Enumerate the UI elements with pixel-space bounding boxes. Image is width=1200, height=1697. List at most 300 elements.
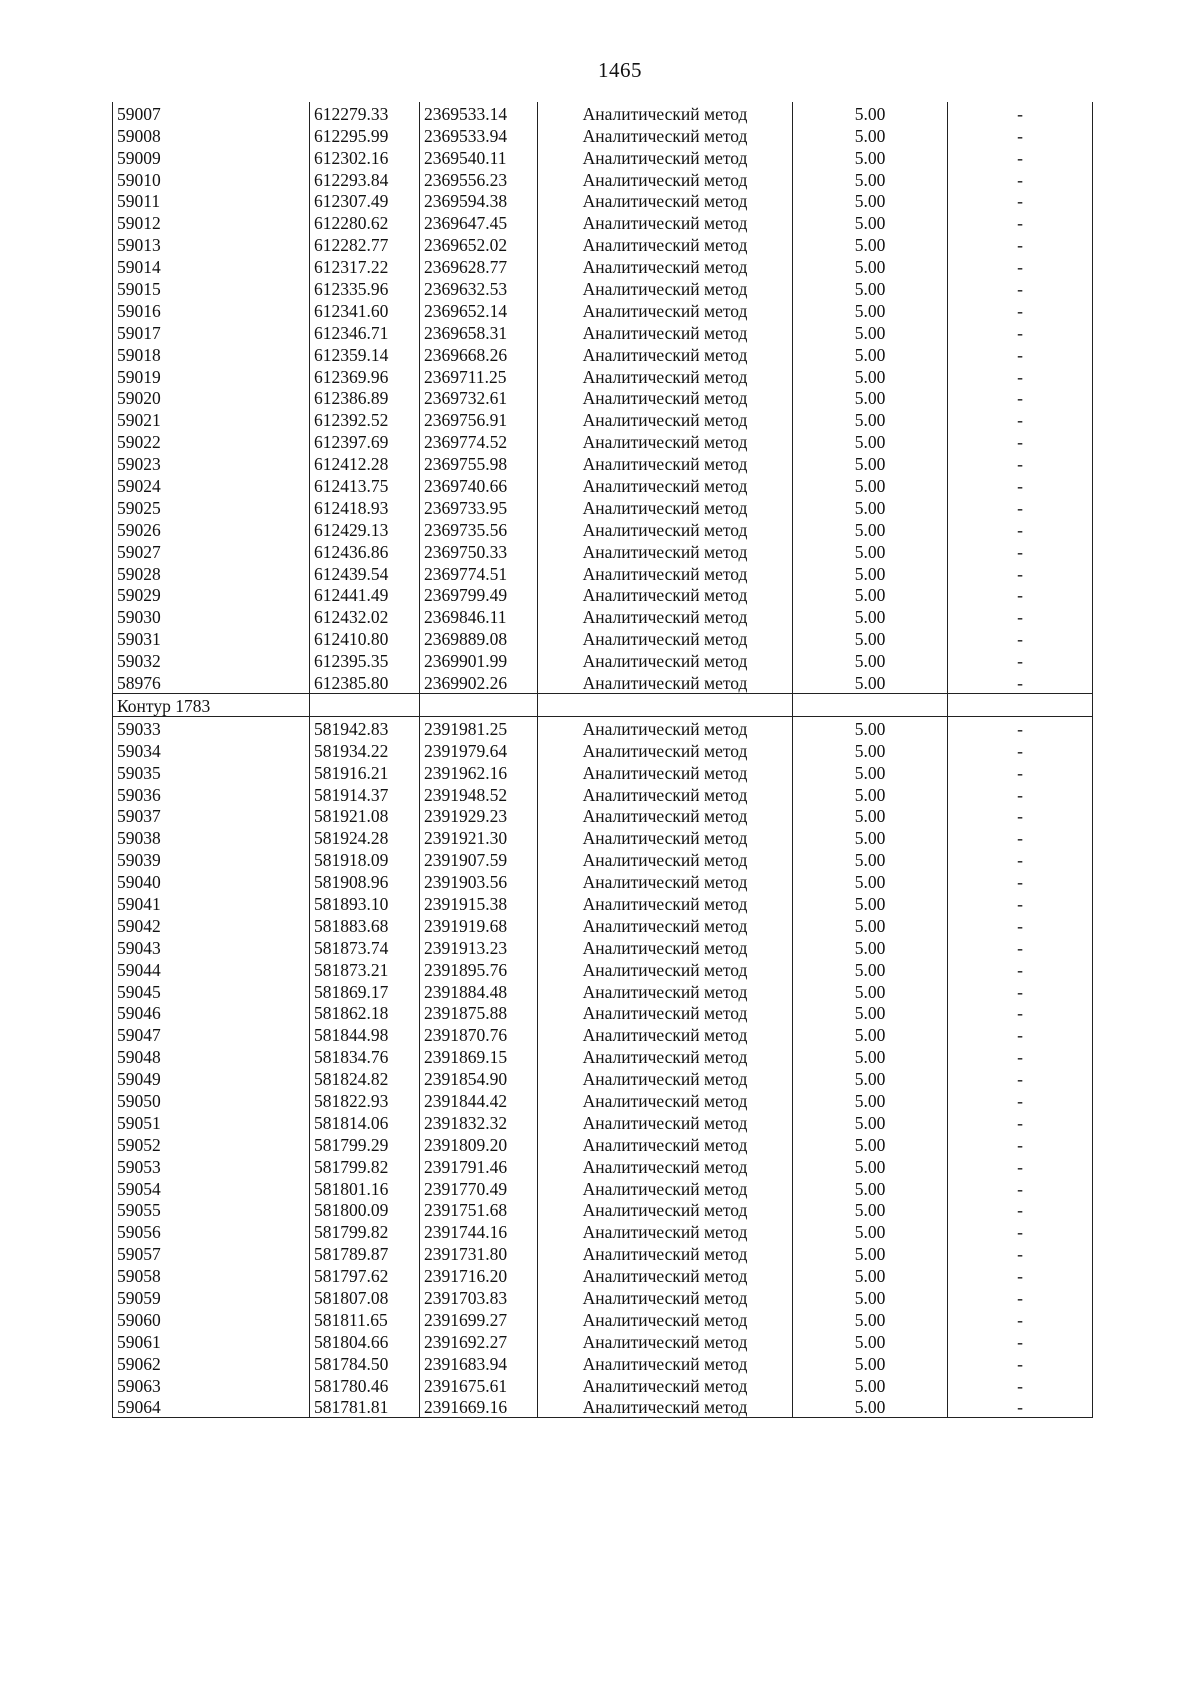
method-cell: Аналитический метод: [538, 805, 793, 827]
y-coordinate-cell: 2391915.38: [420, 892, 538, 914]
point-id-cell: 59008: [113, 124, 310, 146]
table-row: [113, 739, 1093, 761]
table-row: [113, 365, 1093, 387]
table-row: [113, 124, 1093, 146]
method-cell: Аналитический метод: [538, 584, 793, 606]
accuracy-cell: 5.00: [793, 1352, 948, 1374]
description-cell: -: [948, 255, 1093, 277]
point-id-cell: 59020: [113, 387, 310, 409]
method-cell: Аналитический метод: [538, 146, 793, 168]
accuracy-cell: 5.00: [793, 1220, 948, 1242]
method-cell: Аналитический метод: [538, 233, 793, 255]
x-coordinate-cell: 581811.65: [310, 1308, 420, 1330]
accuracy-cell: 5.00: [793, 496, 948, 518]
empty-cell: [793, 694, 948, 717]
point-id-cell: 59039: [113, 848, 310, 870]
description-cell: -: [948, 1045, 1093, 1067]
table-row: [113, 540, 1093, 562]
x-coordinate-cell: 581834.76: [310, 1045, 420, 1067]
description-cell: -: [948, 605, 1093, 627]
accuracy-cell: 5.00: [793, 452, 948, 474]
x-coordinate-cell: 581883.68: [310, 914, 420, 936]
accuracy-cell: 5.00: [793, 562, 948, 584]
accuracy-cell: 5.00: [793, 1264, 948, 1286]
point-id-cell: 59029: [113, 584, 310, 606]
table-row: [113, 1177, 1093, 1199]
point-id-cell: 59052: [113, 1133, 310, 1155]
x-coordinate-cell: 612397.69: [310, 430, 420, 452]
x-coordinate-cell: 581801.16: [310, 1177, 420, 1199]
point-id-cell: 59027: [113, 540, 310, 562]
y-coordinate-cell: 2391683.94: [420, 1352, 538, 1374]
method-cell: Аналитический метод: [538, 365, 793, 387]
empty-cell: [310, 694, 420, 717]
method-cell: Аналитический метод: [538, 562, 793, 584]
y-coordinate-cell: 2391919.68: [420, 914, 538, 936]
method-cell: Аналитический метод: [538, 783, 793, 805]
accuracy-cell: 5.00: [793, 255, 948, 277]
y-coordinate-cell: 2391669.16: [420, 1396, 538, 1418]
x-coordinate-cell: 581781.81: [310, 1396, 420, 1418]
method-cell: Аналитический метод: [538, 1111, 793, 1133]
description-cell: -: [948, 1133, 1093, 1155]
description-cell: -: [948, 540, 1093, 562]
accuracy-cell: 5.00: [793, 1002, 948, 1024]
table-row: [113, 716, 1093, 738]
x-coordinate-cell: 612280.62: [310, 211, 420, 233]
accuracy-cell: 5.00: [793, 980, 948, 1002]
table-row: [113, 255, 1093, 277]
y-coordinate-cell: 2391869.15: [420, 1045, 538, 1067]
method-cell: Аналитический метод: [538, 1374, 793, 1396]
point-id-cell: 59047: [113, 1023, 310, 1045]
y-coordinate-cell: 2369774.51: [420, 562, 538, 584]
point-id-cell: 59045: [113, 980, 310, 1002]
accuracy-cell: 5.00: [793, 1177, 948, 1199]
point-id-cell: 59021: [113, 408, 310, 430]
y-coordinate-cell: 2369594.38: [420, 190, 538, 212]
table-row: [113, 1133, 1093, 1155]
table-row: [113, 562, 1093, 584]
x-coordinate-cell: 612436.86: [310, 540, 420, 562]
method-cell: Аналитический метод: [538, 277, 793, 299]
table-row: [113, 277, 1093, 299]
description-cell: -: [948, 1023, 1093, 1045]
accuracy-cell: 5.00: [793, 343, 948, 365]
description-cell: -: [948, 1374, 1093, 1396]
accuracy-cell: 5.00: [793, 540, 948, 562]
y-coordinate-cell: 2369556.23: [420, 168, 538, 190]
table-row: [113, 299, 1093, 321]
x-coordinate-cell: 581844.98: [310, 1023, 420, 1045]
description-cell: -: [948, 321, 1093, 343]
point-id-cell: 59061: [113, 1330, 310, 1352]
x-coordinate-cell: 612369.96: [310, 365, 420, 387]
description-cell: -: [948, 848, 1093, 870]
description-cell: -: [948, 1177, 1093, 1199]
x-coordinate-cell: 612395.35: [310, 649, 420, 671]
table-row: [113, 1264, 1093, 1286]
point-id-cell: 59024: [113, 474, 310, 496]
point-id-cell: 59012: [113, 211, 310, 233]
point-id-cell: 59058: [113, 1264, 310, 1286]
table-row: [113, 496, 1093, 518]
description-cell: -: [948, 102, 1093, 124]
method-cell: Аналитический метод: [538, 540, 793, 562]
accuracy-cell: 5.00: [793, 1023, 948, 1045]
method-cell: Аналитический метод: [538, 408, 793, 430]
point-id-cell: 59010: [113, 168, 310, 190]
description-cell: -: [948, 299, 1093, 321]
table-row: [113, 627, 1093, 649]
description-cell: -: [948, 168, 1093, 190]
point-id-cell: 59057: [113, 1242, 310, 1264]
x-coordinate-cell: 581814.06: [310, 1111, 420, 1133]
point-id-cell: 59033: [113, 716, 310, 738]
description-cell: -: [948, 870, 1093, 892]
accuracy-cell: 5.00: [793, 892, 948, 914]
point-id-cell: 59032: [113, 649, 310, 671]
x-coordinate-cell: 612410.80: [310, 627, 420, 649]
point-id-cell: 59013: [113, 233, 310, 255]
accuracy-cell: 5.00: [793, 1374, 948, 1396]
x-coordinate-cell: 581799.82: [310, 1220, 420, 1242]
y-coordinate-cell: 2391744.16: [420, 1220, 538, 1242]
method-cell: Аналитический метод: [538, 1133, 793, 1155]
point-id-cell: 59014: [113, 255, 310, 277]
y-coordinate-cell: 2391809.20: [420, 1133, 538, 1155]
x-coordinate-cell: 612346.71: [310, 321, 420, 343]
y-coordinate-cell: 2369740.66: [420, 474, 538, 496]
y-coordinate-cell: 2369628.77: [420, 255, 538, 277]
accuracy-cell: 5.00: [793, 958, 948, 980]
method-cell: Аналитический метод: [538, 761, 793, 783]
method-cell: Аналитический метод: [538, 255, 793, 277]
method-cell: Аналитический метод: [538, 914, 793, 936]
y-coordinate-cell: 2391948.52: [420, 783, 538, 805]
method-cell: Аналитический метод: [538, 211, 793, 233]
description-cell: -: [948, 277, 1093, 299]
method-cell: Аналитический метод: [538, 518, 793, 540]
point-id-cell: 59022: [113, 430, 310, 452]
table-row: [113, 1089, 1093, 1111]
x-coordinate-cell: 612439.54: [310, 562, 420, 584]
x-coordinate-cell: 581924.28: [310, 826, 420, 848]
x-coordinate-cell: 581799.82: [310, 1155, 420, 1177]
description-cell: -: [948, 146, 1093, 168]
description-cell: -: [948, 1242, 1093, 1264]
table-row: [113, 1067, 1093, 1089]
table-row: [113, 1352, 1093, 1374]
y-coordinate-cell: 2369889.08: [420, 627, 538, 649]
table-row: [113, 102, 1093, 124]
y-coordinate-cell: 2391979.64: [420, 739, 538, 761]
method-cell: Аналитический метод: [538, 1396, 793, 1418]
y-coordinate-cell: 2369632.53: [420, 277, 538, 299]
y-coordinate-cell: 2369846.11: [420, 605, 538, 627]
x-coordinate-cell: 581873.74: [310, 936, 420, 958]
accuracy-cell: 5.00: [793, 936, 948, 958]
y-coordinate-cell: 2391929.23: [420, 805, 538, 827]
description-cell: -: [948, 783, 1093, 805]
x-coordinate-cell: 612317.22: [310, 255, 420, 277]
y-coordinate-cell: 2391903.56: [420, 870, 538, 892]
description-cell: -: [948, 1264, 1093, 1286]
table-row: [113, 980, 1093, 1002]
point-id-cell: 59036: [113, 783, 310, 805]
x-coordinate-cell: 581800.09: [310, 1199, 420, 1221]
method-cell: Аналитический метод: [538, 848, 793, 870]
description-cell: -: [948, 1111, 1093, 1133]
description-cell: -: [948, 980, 1093, 1002]
accuracy-cell: 5.00: [793, 605, 948, 627]
description-cell: -: [948, 1352, 1093, 1374]
description-cell: -: [948, 518, 1093, 540]
accuracy-cell: 5.00: [793, 299, 948, 321]
coordinates-table: [112, 102, 1093, 1418]
description-cell: -: [948, 343, 1093, 365]
accuracy-cell: 5.00: [793, 1155, 948, 1177]
point-id-cell: 59034: [113, 739, 310, 761]
table-row: [113, 1155, 1093, 1177]
accuracy-cell: 5.00: [793, 408, 948, 430]
description-cell: -: [948, 430, 1093, 452]
accuracy-cell: 5.00: [793, 1111, 948, 1133]
y-coordinate-cell: 2369652.02: [420, 233, 538, 255]
point-id-cell: 59026: [113, 518, 310, 540]
description-cell: -: [948, 739, 1093, 761]
x-coordinate-cell: 581862.18: [310, 1002, 420, 1024]
table-row: [113, 1396, 1093, 1418]
table-row: [113, 1286, 1093, 1308]
table-row: [113, 387, 1093, 409]
accuracy-cell: 5.00: [793, 168, 948, 190]
x-coordinate-cell: 581873.21: [310, 958, 420, 980]
description-cell: -: [948, 1330, 1093, 1352]
table-row: [113, 783, 1093, 805]
table-row: [113, 1220, 1093, 1242]
method-cell: Аналитический метод: [538, 124, 793, 146]
y-coordinate-cell: 2391791.46: [420, 1155, 538, 1177]
point-id-cell: 59011: [113, 190, 310, 212]
y-coordinate-cell: 2391844.42: [420, 1089, 538, 1111]
accuracy-cell: 5.00: [793, 365, 948, 387]
description-cell: -: [948, 1155, 1093, 1177]
point-id-cell: 59051: [113, 1111, 310, 1133]
y-coordinate-cell: 2391675.61: [420, 1374, 538, 1396]
y-coordinate-cell: 2369733.95: [420, 496, 538, 518]
table-row: [113, 805, 1093, 827]
description-cell: -: [948, 562, 1093, 584]
table-row: [113, 1330, 1093, 1352]
method-cell: Аналитический метод: [538, 452, 793, 474]
description-cell: -: [948, 671, 1093, 693]
description-cell: -: [948, 627, 1093, 649]
method-cell: Аналитический метод: [538, 190, 793, 212]
table-row: [113, 1002, 1093, 1024]
method-cell: Аналитический метод: [538, 1242, 793, 1264]
point-id-cell: 59009: [113, 146, 310, 168]
point-id-cell: 58976: [113, 671, 310, 693]
accuracy-cell: 5.00: [793, 1089, 948, 1111]
accuracy-cell: 5.00: [793, 518, 948, 540]
table-row: [113, 1045, 1093, 1067]
description-cell: -: [948, 716, 1093, 738]
y-coordinate-cell: 2369540.11: [420, 146, 538, 168]
point-id-cell: 59019: [113, 365, 310, 387]
point-id-cell: 59055: [113, 1199, 310, 1221]
accuracy-cell: 5.00: [793, 805, 948, 827]
description-cell: -: [948, 1089, 1093, 1111]
method-cell: Аналитический метод: [538, 1177, 793, 1199]
method-cell: Аналитический метод: [538, 826, 793, 848]
accuracy-cell: 5.00: [793, 914, 948, 936]
y-coordinate-cell: 2391981.25: [420, 716, 538, 738]
point-id-cell: 59040: [113, 870, 310, 892]
point-id-cell: 59007: [113, 102, 310, 124]
table-row: [113, 914, 1093, 936]
method-cell: Аналитический метод: [538, 1067, 793, 1089]
description-cell: -: [948, 496, 1093, 518]
table-body: [113, 102, 1093, 1418]
method-cell: Аналитический метод: [538, 1089, 793, 1111]
accuracy-cell: 5.00: [793, 584, 948, 606]
point-id-cell: 59063: [113, 1374, 310, 1396]
section-label: Контур 1783: [113, 694, 310, 717]
method-cell: Аналитический метод: [538, 1352, 793, 1374]
y-coordinate-cell: 2391751.68: [420, 1199, 538, 1221]
x-coordinate-cell: 612386.89: [310, 387, 420, 409]
y-coordinate-cell: 2391895.76: [420, 958, 538, 980]
y-coordinate-cell: 2369533.94: [420, 124, 538, 146]
method-cell: Аналитический метод: [538, 739, 793, 761]
point-id-cell: 59048: [113, 1045, 310, 1067]
point-id-cell: 59018: [113, 343, 310, 365]
y-coordinate-cell: 2369755.98: [420, 452, 538, 474]
table-row: [113, 761, 1093, 783]
x-coordinate-cell: 581807.08: [310, 1286, 420, 1308]
point-id-cell: 59054: [113, 1177, 310, 1199]
description-cell: -: [948, 805, 1093, 827]
point-id-cell: 59053: [113, 1155, 310, 1177]
point-id-cell: 59016: [113, 299, 310, 321]
description-cell: -: [948, 1286, 1093, 1308]
method-cell: Аналитический метод: [538, 102, 793, 124]
table-row: [113, 649, 1093, 671]
y-coordinate-cell: 2369533.14: [420, 102, 538, 124]
y-coordinate-cell: 2369732.61: [420, 387, 538, 409]
x-coordinate-cell: 581893.10: [310, 892, 420, 914]
y-coordinate-cell: 2391913.23: [420, 936, 538, 958]
y-coordinate-cell: 2391731.80: [420, 1242, 538, 1264]
method-cell: Аналитический метод: [538, 870, 793, 892]
method-cell: Аналитический метод: [538, 343, 793, 365]
table-row: [113, 584, 1093, 606]
x-coordinate-cell: 612385.80: [310, 671, 420, 693]
point-id-cell: 59041: [113, 892, 310, 914]
y-coordinate-cell: 2369668.26: [420, 343, 538, 365]
method-cell: Аналитический метод: [538, 892, 793, 914]
description-cell: -: [948, 761, 1093, 783]
y-coordinate-cell: 2391854.90: [420, 1067, 538, 1089]
description-cell: -: [948, 1308, 1093, 1330]
table-row: [113, 1242, 1093, 1264]
method-cell: Аналитический метод: [538, 1045, 793, 1067]
table-row: [113, 211, 1093, 233]
x-coordinate-cell: 612429.13: [310, 518, 420, 540]
accuracy-cell: 5.00: [793, 277, 948, 299]
empty-cell: [538, 694, 793, 717]
description-cell: -: [948, 649, 1093, 671]
table-row: [113, 518, 1093, 540]
point-id-cell: 59028: [113, 562, 310, 584]
y-coordinate-cell: 2369647.45: [420, 211, 538, 233]
accuracy-cell: 5.00: [793, 102, 948, 124]
x-coordinate-cell: 581916.21: [310, 761, 420, 783]
accuracy-cell: 5.00: [793, 1242, 948, 1264]
x-coordinate-cell: 581822.93: [310, 1089, 420, 1111]
x-coordinate-cell: 612307.49: [310, 190, 420, 212]
accuracy-cell: 5.00: [793, 826, 948, 848]
table-row: [113, 848, 1093, 870]
accuracy-cell: 5.00: [793, 627, 948, 649]
x-coordinate-cell: 581824.82: [310, 1067, 420, 1089]
y-coordinate-cell: 2391770.49: [420, 1177, 538, 1199]
table-row: [113, 671, 1093, 693]
accuracy-cell: 5.00: [793, 783, 948, 805]
method-cell: Аналитический метод: [538, 1023, 793, 1045]
table-row: [113, 936, 1093, 958]
table-row: [113, 1023, 1093, 1045]
y-coordinate-cell: 2391921.30: [420, 826, 538, 848]
x-coordinate-cell: 581942.83: [310, 716, 420, 738]
accuracy-cell: 5.00: [793, 474, 948, 496]
method-cell: Аналитический метод: [538, 1264, 793, 1286]
method-cell: Аналитический метод: [538, 496, 793, 518]
accuracy-cell: 5.00: [793, 190, 948, 212]
accuracy-cell: 5.00: [793, 387, 948, 409]
y-coordinate-cell: 2369901.99: [420, 649, 538, 671]
point-id-cell: 59038: [113, 826, 310, 848]
accuracy-cell: 5.00: [793, 1045, 948, 1067]
method-cell: Аналитический метод: [538, 671, 793, 693]
description-cell: -: [948, 387, 1093, 409]
x-coordinate-cell: 581780.46: [310, 1374, 420, 1396]
accuracy-cell: 5.00: [793, 430, 948, 452]
description-cell: -: [948, 958, 1093, 980]
empty-cell: [948, 694, 1093, 717]
point-id-cell: 59043: [113, 936, 310, 958]
table-row: [113, 474, 1093, 496]
method-cell: Аналитический метод: [538, 716, 793, 738]
accuracy-cell: 5.00: [793, 761, 948, 783]
x-coordinate-cell: 581797.62: [310, 1264, 420, 1286]
accuracy-cell: 5.00: [793, 870, 948, 892]
table-row: [113, 321, 1093, 343]
accuracy-cell: 5.00: [793, 146, 948, 168]
point-id-cell: 59044: [113, 958, 310, 980]
method-cell: Аналитический метод: [538, 474, 793, 496]
table-row: [113, 1308, 1093, 1330]
x-coordinate-cell: 581934.22: [310, 739, 420, 761]
method-cell: Аналитический метод: [538, 1286, 793, 1308]
description-cell: -: [948, 408, 1093, 430]
method-cell: Аналитический метод: [538, 1330, 793, 1352]
table-row: [113, 233, 1093, 255]
x-coordinate-cell: 612335.96: [310, 277, 420, 299]
method-cell: Аналитический метод: [538, 1199, 793, 1221]
accuracy-cell: 5.00: [793, 848, 948, 870]
